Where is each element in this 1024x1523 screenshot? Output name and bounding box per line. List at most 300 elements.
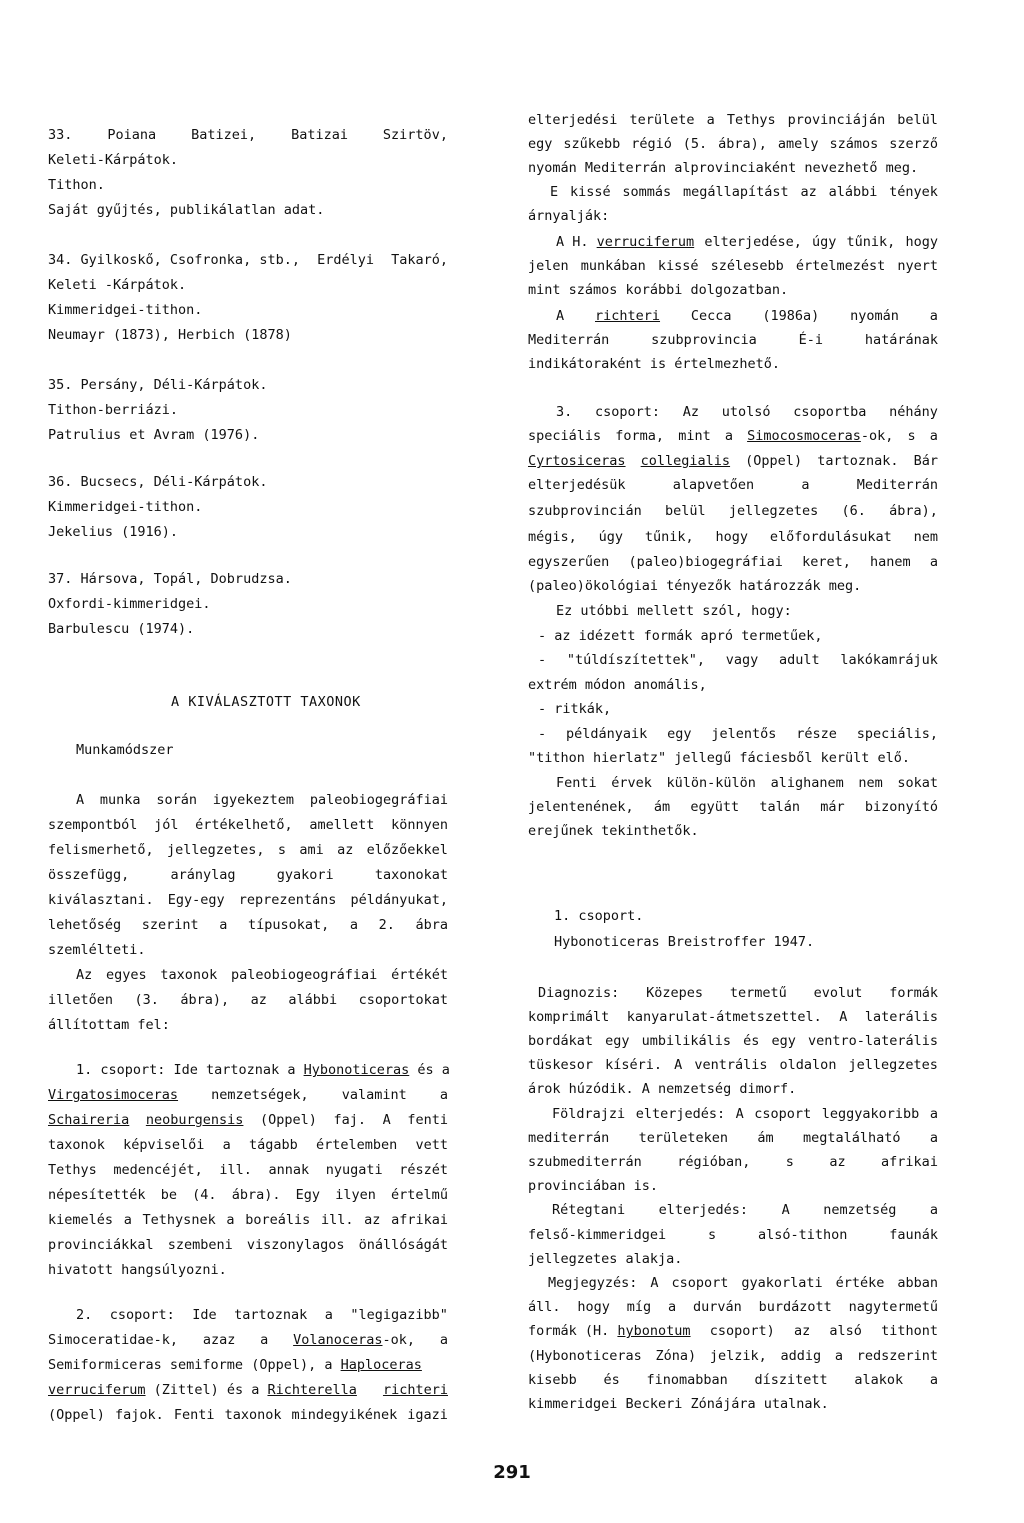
word: (paleo)biogegráfiai [628,554,783,570]
word: (1986a) [762,308,820,324]
word: értelemben [315,1137,398,1153]
desc-line: provinciában is. [528,1178,659,1194]
word: umbilikális [641,1033,732,1049]
word: területe [629,112,695,128]
group3-line [528,453,938,470]
word: alighanem [770,775,844,791]
word: ám [653,799,671,815]
word: a [667,1299,677,1315]
word: aránylag [170,867,236,883]
word: a [324,1307,333,1323]
word: része [796,726,837,742]
right-line [528,258,938,275]
word: csoportokat [358,992,448,1008]
locality-36-source: Jekelius (1916). [48,524,179,540]
word: és [603,1372,620,1388]
word: (Hybonoticeras [528,1348,642,1364]
taxon-name: Volanoceras [293,1332,383,1348]
word: alapvetően [672,477,755,493]
word: A [382,1112,391,1128]
right-line [550,184,938,201]
word: elterjedési [528,112,618,128]
group1-desc-title: 1. csoport. [554,908,644,924]
locality-34-region: Keleti -Kárpátok. [48,277,187,293]
word: taxonok [48,1137,105,1153]
desc-line [528,1009,938,1026]
word: jellegzetes [848,1057,938,1073]
taxon-name: Virgatosimoceras [48,1087,179,1103]
word: ábra), [180,992,230,1008]
word: Tethys [48,1162,97,1178]
locality-33-age: Tithon. [48,177,105,193]
word: adult [779,652,820,668]
word: jelentős [711,726,777,742]
word: az [793,1323,811,1339]
taxon-name: hybonotum [617,1323,691,1339]
word: szerint [141,917,199,933]
locality-36-age: Kimmeridgei-tithon. [48,499,203,515]
word: díszitett [754,1372,828,1388]
word: szubprovincián [528,503,642,519]
word: komprimált [528,1009,610,1025]
word: alábbi [828,184,878,200]
word: ábra [415,917,448,933]
word: forma, [615,428,665,444]
word: egyes [106,967,147,983]
right-line: mint számos korábbi dolgozatban. [528,282,789,298]
group3-line [528,554,938,571]
word: régió [631,136,672,152]
group3-line [528,428,938,445]
word: a [929,1106,938,1122]
word: taxonokat [374,867,448,883]
word: képviselői [123,1137,205,1153]
group3-line [528,529,938,546]
locality-33-source: Saját gyűjtés, publikálatlan adat. [48,202,325,218]
word: belül [897,112,938,128]
word: fajok. [114,1407,164,1423]
word: oldalon [779,1057,837,1073]
word: a [929,308,938,324]
group3-line: Ez utóbbi mellett szól, hogy: [556,603,792,619]
word: Egy-egy [167,892,225,908]
word: 33. [48,127,73,143]
word: értelmű [391,1187,448,1203]
word: evolut [813,985,863,1001]
word: értékelhető, [195,817,293,833]
word: taxonok [224,1407,282,1423]
desc-line [552,1106,938,1123]
word: a [219,917,228,933]
group2-line [48,1382,448,1399]
word: durván [692,1299,742,1315]
word: kissé [657,258,699,274]
word: egy [605,1033,630,1049]
word: ventrális [694,1057,768,1073]
word: Egy [295,1187,321,1203]
word: amely [777,136,819,152]
word: (Oppel) [48,1407,105,1423]
word: együtt [690,799,740,815]
taxon-group [747,428,893,445]
word: "túldíszítettek", [566,652,706,668]
method-line [48,817,448,834]
word: ill. [219,1162,252,1178]
word: munka [99,792,141,808]
word: szűkebb [563,136,621,152]
word: a [834,1348,843,1364]
desc-line [528,1033,938,1050]
word: az [364,1212,381,1228]
word: Tethys [726,112,776,128]
word: be [160,1187,177,1203]
word: jellegzetes [728,503,819,519]
word: annak [268,1162,310,1178]
word: Az [76,967,93,983]
word: igyekeztem [212,792,295,808]
taxon-name: verruciferum [48,1382,146,1398]
word: szembeni [167,1237,233,1253]
word: tithont [881,1323,938,1339]
word: formák [889,985,938,1001]
text: formák (H. [528,1323,618,1339]
taxon-group [556,234,694,251]
word: hanem [870,554,911,570]
taxon-name: Schaireria [48,1112,130,1128]
word: jelentenének, [528,799,634,815]
word: illetően [48,992,114,1008]
group3-list-item: - ritkák, [538,701,612,717]
locality-33-region: Keleti-Kárpátok. [48,152,179,168]
group3-line: (paleo)ökológiai tényezők határozzák meg. [528,578,862,594]
method-line [48,842,448,859]
word: redszerint [856,1348,938,1364]
word: míg [626,1299,652,1315]
word: jellegzetes, [167,842,265,858]
taxon-name: Haploceras [340,1357,422,1373]
word: Batizai [291,127,348,143]
word: taxonok [160,967,218,983]
word: Bár [913,453,938,469]
word: példányukat, [350,892,448,908]
word: (5. [682,136,708,152]
word: szubmediterrán [528,1154,642,1170]
word: ill. [320,1212,354,1228]
desc-line [538,985,938,1002]
word: határának [864,332,938,348]
desc-line [528,1057,938,1074]
word: Rétegtani [552,1202,626,1218]
word: finomabban [646,1372,728,1388]
word: keret, [802,554,851,570]
word: "legigazibb" [350,1307,448,1323]
word: felismerhető, [48,842,154,858]
group3-line: extrém módon anomális, [528,677,707,693]
desc-line [548,1275,938,1292]
word: Takaró, [391,252,448,268]
desc-line: jellegzetes alakja. [528,1251,683,1267]
word: speciális [528,428,602,444]
word: alsó-tithon [757,1227,848,1243]
taxon-name: collegialis [640,453,731,469]
word: régióban, [677,1154,751,1170]
word: É-i [798,332,823,348]
word: a [724,428,733,444]
locality-37-line1: 37. Hársova, Topál, Dobrudzsa. [48,571,292,587]
word: abban [897,1275,938,1291]
group3-list-item: - az idézett formák apró termetűek, [538,628,823,644]
word: a [706,112,715,128]
word: provinciákkal [48,1237,154,1253]
method-line [48,892,448,909]
word: ventro-laterális [807,1033,938,1049]
word: 2. [378,917,395,933]
word: elterjedése, [704,234,802,250]
word: - [538,652,547,668]
word: úgy [598,529,624,545]
word: alábbi [288,992,338,1008]
word: és [743,1033,760,1049]
word: kíséri. [605,1057,663,1073]
word: csoportba [793,404,867,420]
word: előfordulásukat [769,529,892,545]
word: a [222,1137,231,1153]
word: egy [528,136,553,152]
right-line [556,234,938,251]
word: elterjedésük [528,477,626,493]
word: reprezentáns [238,892,337,908]
word: Cecca [690,308,732,324]
word: a [929,1130,938,1146]
word: sommás [622,184,672,200]
word: A [839,1009,848,1025]
group3-list-item [538,652,938,669]
word: jelzik, [709,1348,767,1364]
right-line: indikátoraként is értelmezhető. [528,356,780,372]
word: csoport [754,1106,812,1122]
genus-name: Hybonoticeras Breistroffer 1947. [554,934,815,950]
word: Megjegyzés: [548,1275,638,1291]
text: 1. csoport: Ide tartoznak a [76,1062,304,1078]
word: tények [889,184,938,200]
word: A [650,1275,659,1291]
word: népesítették [48,1187,146,1203]
word: fenti [407,1112,448,1128]
word: során [156,792,197,808]
desc-line [528,1323,938,1340]
word: a [439,1332,448,1348]
locality-35-age: Tithon-berriázi. [48,402,179,418]
group3-list-item [538,726,938,743]
word: az [829,1154,846,1170]
word: összefügg, [48,867,130,883]
desc-line [528,1227,938,1244]
word: nyugati [325,1162,383,1178]
method-line [48,917,448,934]
word: Fenti [173,1407,215,1423]
group1-line [48,1212,448,1229]
word: faj. [333,1112,367,1128]
group1-line [48,1112,448,1129]
word: ábra), [889,503,938,519]
word: külön-külön [666,775,756,791]
word: (3. [134,992,159,1008]
word: gyakori [276,867,334,883]
word: úgy [812,234,837,250]
word: megtalálható [802,1130,901,1146]
group1-line [48,1187,448,1204]
word: hogy [577,1299,610,1315]
word: azaz [202,1332,236,1348]
word: Ide [192,1307,217,1323]
desc-line [528,1130,938,1147]
word: nagytermetű [848,1299,938,1315]
word: az [800,184,817,200]
group1-line [48,1237,448,1254]
word: szempontból [48,817,138,833]
word: a [929,554,938,570]
word: értelmezést [795,258,886,274]
word: tűnik, [846,234,896,250]
word: lakókamrájuk [840,652,938,668]
word: ám [757,1130,774,1146]
word: kissé [569,184,611,200]
word: jól [154,817,179,833]
subsection-title: Munkamódszer [76,742,174,758]
locality-34-line1 [48,252,448,269]
word: E [550,184,559,200]
word: áll. [528,1299,561,1315]
word: afrikai [881,1154,938,1170]
word: számos [829,136,879,152]
right-line [556,308,938,325]
word: csoport: [109,1307,175,1323]
word: paleobiogeográfiai [231,967,378,983]
word: A [781,1202,790,1218]
word: faunák [889,1227,938,1243]
word: laterális [864,1009,938,1025]
word: vett [415,1137,448,1153]
desc-line [552,1202,938,1219]
locality-37-source: Barbulescu (1974). [48,621,195,637]
word: A [556,308,565,324]
desc-line [528,1299,938,1316]
word: A [674,1057,683,1073]
word: Diagnozis: [538,985,620,1001]
word: a [349,917,358,933]
word: hogy [905,234,938,250]
text: Semiformiceras semiforme (Oppel), a [48,1357,341,1373]
locality-34-age: Kimmeridgei-tithon. [48,302,203,318]
word: A [735,1106,744,1122]
taxon-name: Hybonoticeras [303,1062,410,1078]
text: A H. [556,234,597,250]
word: Zóna) [655,1348,697,1364]
word: nem [858,775,883,791]
word: értékét [391,967,448,983]
word: bizonyító [864,799,938,815]
word: az [250,992,267,1008]
word: Batizei, [191,127,257,143]
word: belül [665,503,706,519]
word: A [76,792,85,808]
word: bordákat [528,1033,594,1049]
word: tűnik, [644,529,694,545]
word: nem [913,529,938,545]
group3-line: erejűnek tekinthetők. [528,823,699,839]
page-number: 291 [493,1462,531,1483]
right-line: árnyalják: [528,208,610,224]
word: ábra). [231,1187,281,1203]
word: az [337,842,354,858]
word: csoport: [595,404,661,420]
word: -ok, [382,1332,416,1348]
method-line [76,967,448,984]
group2-line [48,1332,448,1349]
method-line: állítottam fel: [48,1017,170,1033]
word: leggyakoribb [821,1106,920,1122]
word: kisebb [528,1372,577,1388]
word: Erdélyi [317,252,374,268]
word: a [439,1087,448,1103]
word: utolsó [721,404,771,420]
word: medencéjét, [113,1162,203,1178]
desc-line [528,1372,938,1389]
word: paleobiogegráfiai [309,792,448,808]
word: csoport) [709,1323,775,1339]
word: tartoznak. [817,453,899,469]
locality-37-age: Oxfordi-kimmeridgei. [48,596,211,612]
word: jelen [528,258,569,274]
word: Fenti [556,775,597,791]
word: addig [780,1348,822,1364]
word: mindegyikének [291,1407,398,1423]
word: a [226,1212,235,1228]
word: Tethysnek [142,1212,216,1228]
right-line: nyomán Mediterrán alprovinciaként nevezhető meg. [528,160,919,176]
word: szerző [889,136,938,152]
taxon-name: Richterella [267,1382,357,1398]
word: a [929,1372,938,1388]
word: boreális [245,1212,311,1228]
method-line [48,992,448,1009]
taxon-group [48,1382,357,1399]
word: részét [399,1162,448,1178]
word: valamint [341,1087,407,1103]
text: és a [409,1062,450,1078]
word: burdázott [758,1299,832,1315]
word: értéke [835,1275,885,1291]
group2-line [48,1407,448,1424]
word: a [801,477,810,493]
word: egyszerűen [528,554,610,570]
group3-line: "tithon hierlatz" jellegű fáciesből került elő. [528,750,911,766]
group1-line [48,1162,448,1179]
word: önállóságát [358,1237,448,1253]
word: vagy [725,652,759,668]
word: területeken [638,1130,729,1146]
word: tágabb [248,1137,298,1153]
desc-line [528,1348,938,1365]
desc-line: árok húzódik. A nemzetség dimorf. [528,1081,797,1097]
word: Poiana [107,127,157,143]
locality-35-line1: 35. Persány, Déli-Kárpátok. [48,377,268,393]
word: ami [299,842,324,858]
text: (Zittel) és a [145,1382,268,1398]
word: tartoznak [234,1307,308,1323]
desc-line: kimmeridgei Beckeri Zónájára utalnak. [528,1396,829,1412]
taxon-name: neoburgensis [145,1112,244,1128]
